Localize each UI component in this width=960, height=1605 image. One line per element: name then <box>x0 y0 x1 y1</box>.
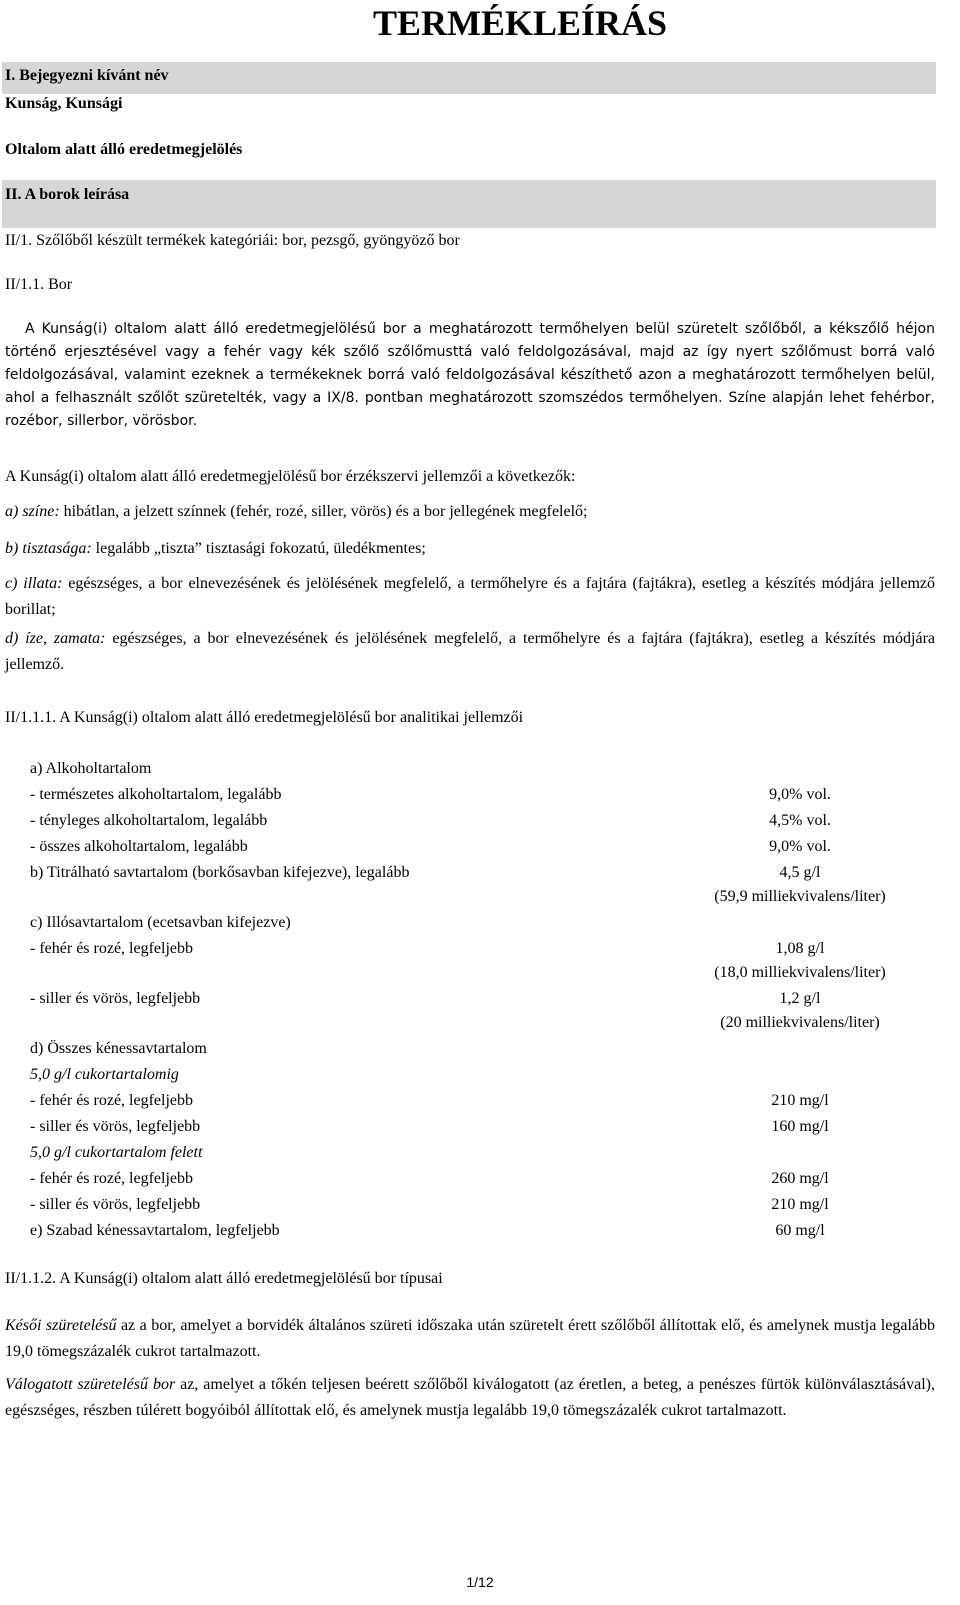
analytics-label: - siller és vörös, legfeljebb <box>30 1196 201 1213</box>
sensory-text: egészséges, a bor elnevezésének és jelölésének megfelelő, a termőhelyre és a fajtára (fajtákra), esetleg a készítés módjára jellemző. <box>5 630 936 673</box>
analytics-row <box>30 1222 930 1244</box>
sensory-clarity <box>5 536 935 562</box>
sensory-aroma <box>5 571 935 623</box>
term-label: Válogatott szüretelésű bor <box>5 1376 176 1393</box>
analytics-row <box>30 1014 930 1036</box>
analytics-value: 260 mg/l <box>771 1170 829 1187</box>
analytics-heading: II/1.1.1. A Kunság(i) oltalom alatt álló eredetmegjelölésű bor analitikai jellemzői <box>5 709 524 726</box>
types-heading: II/1.1.2. A Kunság(i) oltalom alatt álló eredetmegjelölésű bor típusai <box>5 1270 443 1287</box>
product-categories: II/1. Szőlőből készült termékek kategóriái: bor, pezsgő, gyöngyöző bor <box>5 232 460 249</box>
analytics-row <box>30 1092 930 1114</box>
section-header-bar <box>2 180 936 228</box>
document-title: TERMÉKLEÍRÁS <box>372 3 668 43</box>
analytics-row <box>30 1196 930 1218</box>
analytics-label: d) Összes kénessavtartalom <box>30 1040 207 1057</box>
analytics-value: 9,0% vol. <box>769 838 831 855</box>
analytics-label: 5,0 g/l cukortartalomig <box>30 1066 179 1083</box>
term-text: az a bor, amelyet a borvidék általános szüreti időszaka után szüretelt érett szőlőből állítottak elő, és amelynek mustja legalább 19,0 tömegszázalék cukrot tartalmazott. <box>5 1317 936 1360</box>
analytics-value: 1,2 g/l <box>779 990 821 1007</box>
analytics-label: e) Szabad kénessavtartalom, legfeljebb <box>30 1222 280 1239</box>
analytics-row <box>30 1144 930 1166</box>
late-harvest-paragraph <box>5 1313 935 1365</box>
sensory-label: d) íze, zamata: <box>5 630 106 647</box>
analytics-row <box>30 1040 930 1062</box>
analytics-label: - siller és vörös, legfeljebb <box>30 990 201 1007</box>
analytics-row <box>30 940 930 962</box>
analytics-value: 210 mg/l <box>771 1196 829 1213</box>
analytics-label: a) Alkoholtartalom <box>30 760 152 777</box>
page-number: 1/12 <box>466 1574 494 1590</box>
protection-type: Oltalom alatt álló eredetmegjelölés <box>5 141 243 158</box>
sensory-text: legalább „tiszta” tisztasági fokozatú, üledékmentes; <box>91 540 426 557</box>
sensory-text: egészséges, a bor elnevezésének és jelölésének megfelelő, a termőhelyre és a fajtára (fajtákra), esetleg a készítés módjára jellemző borillat; <box>5 575 935 618</box>
analytics-value: (59,9 milliekvivalens/liter) <box>714 888 886 905</box>
analytics-value: 1,08 g/l <box>775 940 825 957</box>
analytics-value: (18,0 milliekvivalens/liter) <box>714 964 886 981</box>
analytics-label: - fehér és rozé, legfeljebb <box>30 1092 194 1109</box>
analytics-row <box>30 914 930 936</box>
analytics-value: 60 mg/l <box>775 1222 825 1239</box>
section-1-heading: I. Bejegyezni kívánt név <box>5 67 169 84</box>
analytics-value: (20 milliekvivalens/liter) <box>720 1014 880 1031</box>
analytics-label: - természetes alkoholtartalom, legalább <box>30 786 282 803</box>
analytics-value: 4,5% vol. <box>769 812 831 829</box>
analytics-row <box>30 760 930 782</box>
sensory-taste <box>5 626 935 678</box>
analytics-label: - összes alkoholtartalom, legalább <box>30 838 248 855</box>
subsection-heading: II/1.1. Bor <box>5 276 73 293</box>
wine-definition: A Kunság(i) oltalom alatt álló eredetmegjelölésű bor a meghatározott termőhelyen belül szüretelt szőlőből, a kékszőlő héjon történő erjesztésével vagy a fehér vagy kék szőlő szőlőmusttá való feldolgozásával, majd az így nyert szőlőmust borrá való feldolgozásával, valamint ezeknek a termékeknek borrá való feldolgozásával készíthető azon a meghatározott termőhelyen belül, ahol a felhasznált szőlőt szüretelték, vagy a IX/8. pontban meghatározott szomszédos termőhelyen. Színe alapján lehet fehérbor, rozébor, sillerbor, vörösbor. <box>5 321 935 429</box>
analytics-value: 210 mg/l <box>771 1092 829 1109</box>
analytics-label: 5,0 g/l cukortartalom felett <box>30 1144 203 1161</box>
analytics-value: 9,0% vol. <box>769 786 831 803</box>
section-2-heading: II. A borok leírása <box>5 186 130 203</box>
sensory-intro: A Kunság(i) oltalom alatt álló eredetmegjelölésű bor érzékszervi jellemzői a következők: <box>5 468 576 485</box>
analytics-row <box>30 1118 930 1140</box>
sensory-label: a) színe: <box>5 503 60 520</box>
analytics-row <box>30 888 930 910</box>
analytics-row <box>30 964 930 986</box>
term-text: az, amelyet a tőkén teljesen beérett szőlőből kiválogatott (az éretlen, a beteg, a penészes fürtök különválasztásával), egészséges, részben túlérett bogyóiból állítottak elő, és amelynek mustja legalább 19,0 tömegszázalék cukrot tartalmazott. <box>5 1376 935 1419</box>
registered-name: Kunság, Kunsági <box>5 95 123 112</box>
sensory-label: c) illata: <box>5 575 63 592</box>
analytics-label: b) Titrálható savtartalom (borkősavban kifejezve), legalább <box>30 864 410 881</box>
sensory-label: b) tisztasága: <box>5 540 92 557</box>
analytics-label: - tényleges alkoholtartalom, legalább <box>30 812 268 829</box>
analytics-label: - fehér és rozé, legfeljebb <box>30 940 194 957</box>
analytics-row <box>30 786 930 808</box>
sensory-color <box>5 499 935 525</box>
analytics-row <box>30 1170 930 1192</box>
sensory-text: hibátlan, a jelzett színnek (fehér, rozé, siller, vörös) és a bor jellegének megfelelő; <box>59 503 588 520</box>
analytics-row <box>30 1066 930 1088</box>
analytics-row <box>30 812 930 834</box>
selected-harvest-paragraph <box>5 1372 935 1424</box>
analytics-label: c) Illósavtartalom (ecetsavban kifejezve) <box>30 914 291 931</box>
analytics-value: 4,5 g/l <box>779 864 821 881</box>
term-label: Késői szüretelésű <box>5 1317 117 1334</box>
analytics-row <box>30 838 930 860</box>
analytics-row <box>30 990 930 1012</box>
analytics-label: - fehér és rozé, legfeljebb <box>30 1170 194 1187</box>
analytics-row <box>30 864 930 886</box>
analytics-value: 160 mg/l <box>771 1118 829 1135</box>
analytics-label: - siller és vörös, legfeljebb <box>30 1118 201 1135</box>
